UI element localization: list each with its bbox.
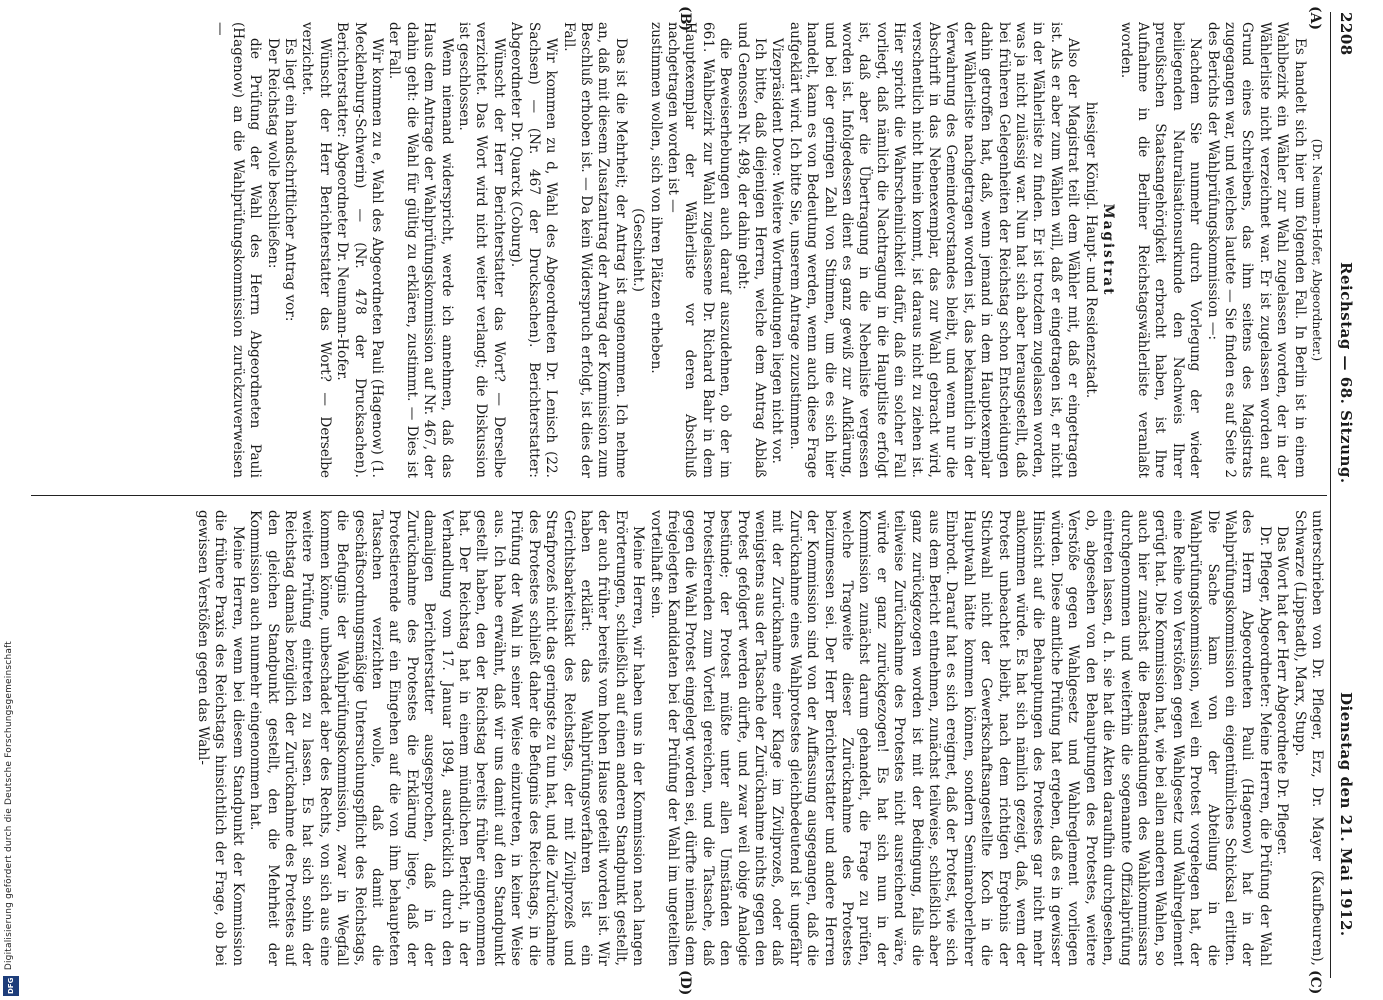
paragraph: Wünscht der Herr Berichterstatter das Wort? — Derselbe verzichtet. — [299, 22, 333, 478]
signature-magistrat: Magistrat — [1100, 203, 1117, 297]
session-date: Dienstag den 21. Mai 1912. — [1337, 692, 1355, 937]
right-column — [35, 510, 1325, 966]
margin-mark-b: (B) — [677, 6, 693, 32]
paragraph: Wir kommen zu d, Wahl des Abgeordneten Dr. Lenisch (22. Sachsen) — (Nr. 467 der Drucksachen). Berichterstatter: Abgeordneter Dr. Quarck (Coburg). — [508, 22, 560, 478]
page-number: 2208 — [1337, 12, 1355, 56]
margin-mark-a: (A) — [1307, 6, 1323, 31]
quoted-letter: Nachdem Sie nunmehr durch Vorlegung der wieder beiliegenden Naturalisationsurkunde den Nachweis Ihrer preußischen Staatsangehörigkeit erbracht haben, ist Ihre Aufnahme in die Berliner Reichstagswählerliste veranlaßt worden. — [1117, 22, 1204, 478]
digitization-footer — [0, 600, 24, 1000]
paragraph: Vizepräsident Dove: Weitere Wortmeldungen liegen nicht vor. — [769, 38, 786, 464]
speech: Meine Herren, wenn bei diesem Standpunkt der Kommission die frühere Praxis des Reichstags hinsichtlich der Frage, ob bei gewissen Verstößen gegen das Wahl- — [195, 510, 246, 966]
page-header — [1333, 12, 1355, 978]
speech: Dr. Pfleger, Abgeordneter: Meine Herren, die Prüfung der Wahl des Herrn Abgeordneten Pauli (Hagenow) hat in der Wahlprüfungskommission ein eigentümliches Schicksal erlitten. Die Sache kam von der Abteilung in die Wahlprüfungskommission, weil ein Protest vorgelegen hat, der eine Reihe von Verstößen gegen Wahlgesetz und Wahlreglement gerügt hat. Die Kommission hat, wie bei allen anderen Wahlen, so auch hier zunächst die Beanstandungen des Wahlkommissars durchgenommen und weiterhin die sogenannte Offizialprüfung eintreten lassen, d. h. sie hat die Akten daraufhin durchgesehen, ob, abgesehen von den Behauptungen des Protestes, weitere Verstöße gegen Wahlgesetz und Wahlreglement vorliegen würden. Diese amtliche Prüfung hat ergeben, daß es in gewisser Hinsicht auf die Behauptungen des Protestes gar nicht mehr ankommen würde. Es hat sich nämlich gezeigt, daß, wenn der Protest unbeachtet bleibt, nach dem richtigen Ergebnis der Stichwahl nicht der Gewerkschaftsangestellte Koch in die Hauptwahl hätte kommen können, sondern Seminaroberlehrer Einbrodt. Darauf hat es sich ereignet, daß der Protest, wie sich aus dem Bericht entnehmen, zunächst teilweise, schließlich aber ganz zurückgezogen worden ist mit der Bedingung, falls die teilweise Zurücknahme des Protestes nicht ausreichend wäre, würde er ganz zurückgezogen! Es hat sich nun in der Kommission zunächst darum gehandelt, die Frage zu prüfen, welche Tragweite dieser Zurücknahme des Protestes beizumessen sei. Der Herr Berichterstatter und andere Herren der Kommission sind von der Auffassung ausgegangen, daß die Zurücknahme eines Wahlprotestes gleichbedeutend ist ungefähr mit der Zurücknahme einer Klage im Zivilprozeß, oder daß wenigstens aus der Tatsache der Zurücknahme nichts gegen den Protest gefolgert werden dürfte, und zwar weil obige Analogie bestünde; der Protest müßte unter allen Umständen den Protestierenden zum Vorteil gereichen, und die Tatsache, daß gegen die Wahl Protest eingelegt worden sei, dürfte niemals dem freigelegten Kandidaten bei der Prüfung der Wahl im ungeteilten vorteilhaft sein. — [647, 510, 1273, 966]
paragraph: Der Reichstag wolle beschließen: — [264, 38, 281, 269]
stage-direction: (Geschieht.) — [630, 208, 647, 292]
margin-mark-d: (D) — [677, 970, 693, 996]
column-divider — [31, 495, 1327, 496]
paragraph: Ich bitte, daß diejenigen Herren, welche dem Antrag Ablaß und Genossen Nr. 498, der dahin geht: — [734, 22, 768, 478]
speaker-continuation: (Dr. Neumann-Hofer, Abgeordneter.) — [1310, 138, 1324, 362]
paragraph: Also der Magistrat teilt dem Wähler mit, daß er eingetragen ist. Als er aber zum Wählen will, daß er eingetragen ist, er nicht in der Wählerliste zu finden. Er ist trotzdem zugelassen worden, was ja nicht zulässig war. Nun hat sich aber herausgestellt, daß bei früheren Gelegenheiten der Reichstag schon Entscheidungen dahin getroffen hat, daß, wenn jemand in dem Hauptexemplar der Wählerliste nachgetragen worden ist, das bekanntlich in der Verwahrung des Gemeindevorstandes bleibt, und wenn nur die Abschrift in das Nebenexemplar, das zur Wahl gebracht wird, verschentlich nicht hinein kommt, ist daraus nicht zu ziehen ist. Hier spricht die Wahrscheinlichkeit dafür, daß ein solcher Fall vorliegt, daß nämlich die Nachtragung in die Hauptliste erfolgt ist, daß aber die Übertragung in die Nebenliste vergessen worden ist. Infolgedessen dient es ganz gewiß zur Aufklärung, und bei der geringen Zahl von Stimmen, um die es sich hier handelt, kann es von Bedeutung werden, wenn auch diese Frage aufgeklärt wird. Ich bitte Sie, unserem Antrage zuzustimmen. — [786, 22, 1082, 478]
signature-city: hiesiger Königl. Haupt- und Residenzstadt. — [1082, 101, 1099, 399]
dfg-credit: Digitalisierung gefördert durch die Deutsche Forschungsgemeinschaft — [4, 640, 14, 970]
left-column — [35, 22, 1325, 478]
dfg-logo: DFG — [3, 976, 19, 996]
motion-text: die Prüfung der Wahl des Herrn Abgeordneten Pauli (Hagenow) an die Wahlprüfungskommission zurückzuverweisen — — [212, 22, 264, 478]
paragraph: Es liegt ein handschriftlicher Antrag vor: — [282, 38, 299, 322]
paragraph: zustimmen wollen, sich von ihren Plätzen erheben. — [647, 22, 664, 374]
speech: Meine Herren, wir haben uns in der Kommission nach langen Erörterungen, schließlich auf einen anderen Standpunkt gestellt, der auch früher bereits vom hohen Hause geteilt worden ist. Wir haben erklärt: das Wahlprüfungsverfahren ist ein Gerichtsbarkeitsakt des Reichstags, der mit Zivilprozeß und Strafprozeß nicht das geringste zu tun hat, und die Zurücknahme des Protestes schließt daher die Befugnis des Reichstags, in die Prüfung der Wahl in seiner Weise einzutreten, in keiner Weise aus. Ich habe erwähnt, daß wir uns damit auf den Standpunkt gestellt haben, den der Reichstag bereits früher eingenommen hat. Der Reichstag hat in einem mündlichen Bericht, in der Verhandlung vom 17. Januar 1894, ausdrücklich durch den damaligen Berichterstatter ausgesprochen, daß in der Zurücknahme des Protestes die Erklärung liege, daß der Protestierende auf ein Eingehen auf die von ihm behaupteten Tatsachen verzichten wolle, daß damit die geschäftsordnungsmäßige Untersuchungspflicht des Reichstags, die Befugnis der Wahlprüfungskommission, zwar in Wegfall kommen könne, unbeschadet aber des Rechts, von sich aus eine weitere Prüfung eintreten zu lassen. Es hat sich sohin der Reichstag damals bezüglich der Zurücknahme des Protestes auf den gleichen Standpunkt gestellt, den die Mehrheit der Kommission auch nunmehr eingenommen hat. — [247, 510, 647, 966]
paragraph: Wünscht der Herr Berichterstatter das Wort? — Derselbe verzichtet. Das Wort wird nicht weiter verlangt; die Diskussion ist geschlossen. — [456, 22, 507, 478]
paragraph: Wir kommen zu e, Wahl des Abgeordneten Pauli (Hagenow) (1. Mecklenburg-Schwerin) — (Nr. 478 der Drucksachen). Berichterstatter: Abgeordneter Dr. Neumann-Hofer. — [334, 22, 386, 478]
paragraph: Es handelt sich hier um folgenden Fall. In Berlin ist in einem Wahlbezirk ein Wähler zur Wahl zugelassen worden, der in der Wählerliste nicht verzeichnet war. Er ist zugelassen worden auf Grund eines Schreibens, das ihm seitens des Magistrats zugegangen war, und welches lautete — Sie finden es auf Seite 2 des Berichts der Wahlprüfungskommission —: — [1204, 22, 1308, 478]
paragraph: Wenn niemand widerspricht, werde ich annehmen, daß das Haus dem Antrage der Wahlprüfungskommission auf Nr. 467, der dahin geht: die Wahl für gültig zu erklären, zustimmt. — Dies ist der Fall. — [386, 22, 455, 478]
header-rule — [1330, 12, 1331, 978]
session-title: Reichstag — 68. Sitzung. — [1337, 262, 1355, 484]
motion-text: die Beweiserhebungen auch darauf auszudehnen, ob der im 661. Wahlbezirk zur Wahl zugelassene Dr. Richard Bahr in dem Hauptexemplar der Wählerliste vor deren Abschluß nachgetragen worden ist — — [664, 22, 734, 478]
paragraph: Das ist die Mehrheit; der Antrag ist angenommen. Ich nehme an, daß mit diesem Zusatzantrag der Antrag der Kommission zum Beschluß erhoben ist. — Da kein Widerspruch erfolgt, ist dies der Fall. — [560, 22, 629, 478]
paragraph: unterschrieben von Dr. Pfleger, Erz, Dr. Mayer (Kaufbeuren), Schwarze (Lippstadt), Marx, Stupp. — [1291, 510, 1325, 966]
paragraph: Das Wort hat der Herr Abgeordnete Dr. Pfleger. — [1274, 526, 1291, 856]
margin-mark-c: (C) — [1307, 970, 1323, 995]
